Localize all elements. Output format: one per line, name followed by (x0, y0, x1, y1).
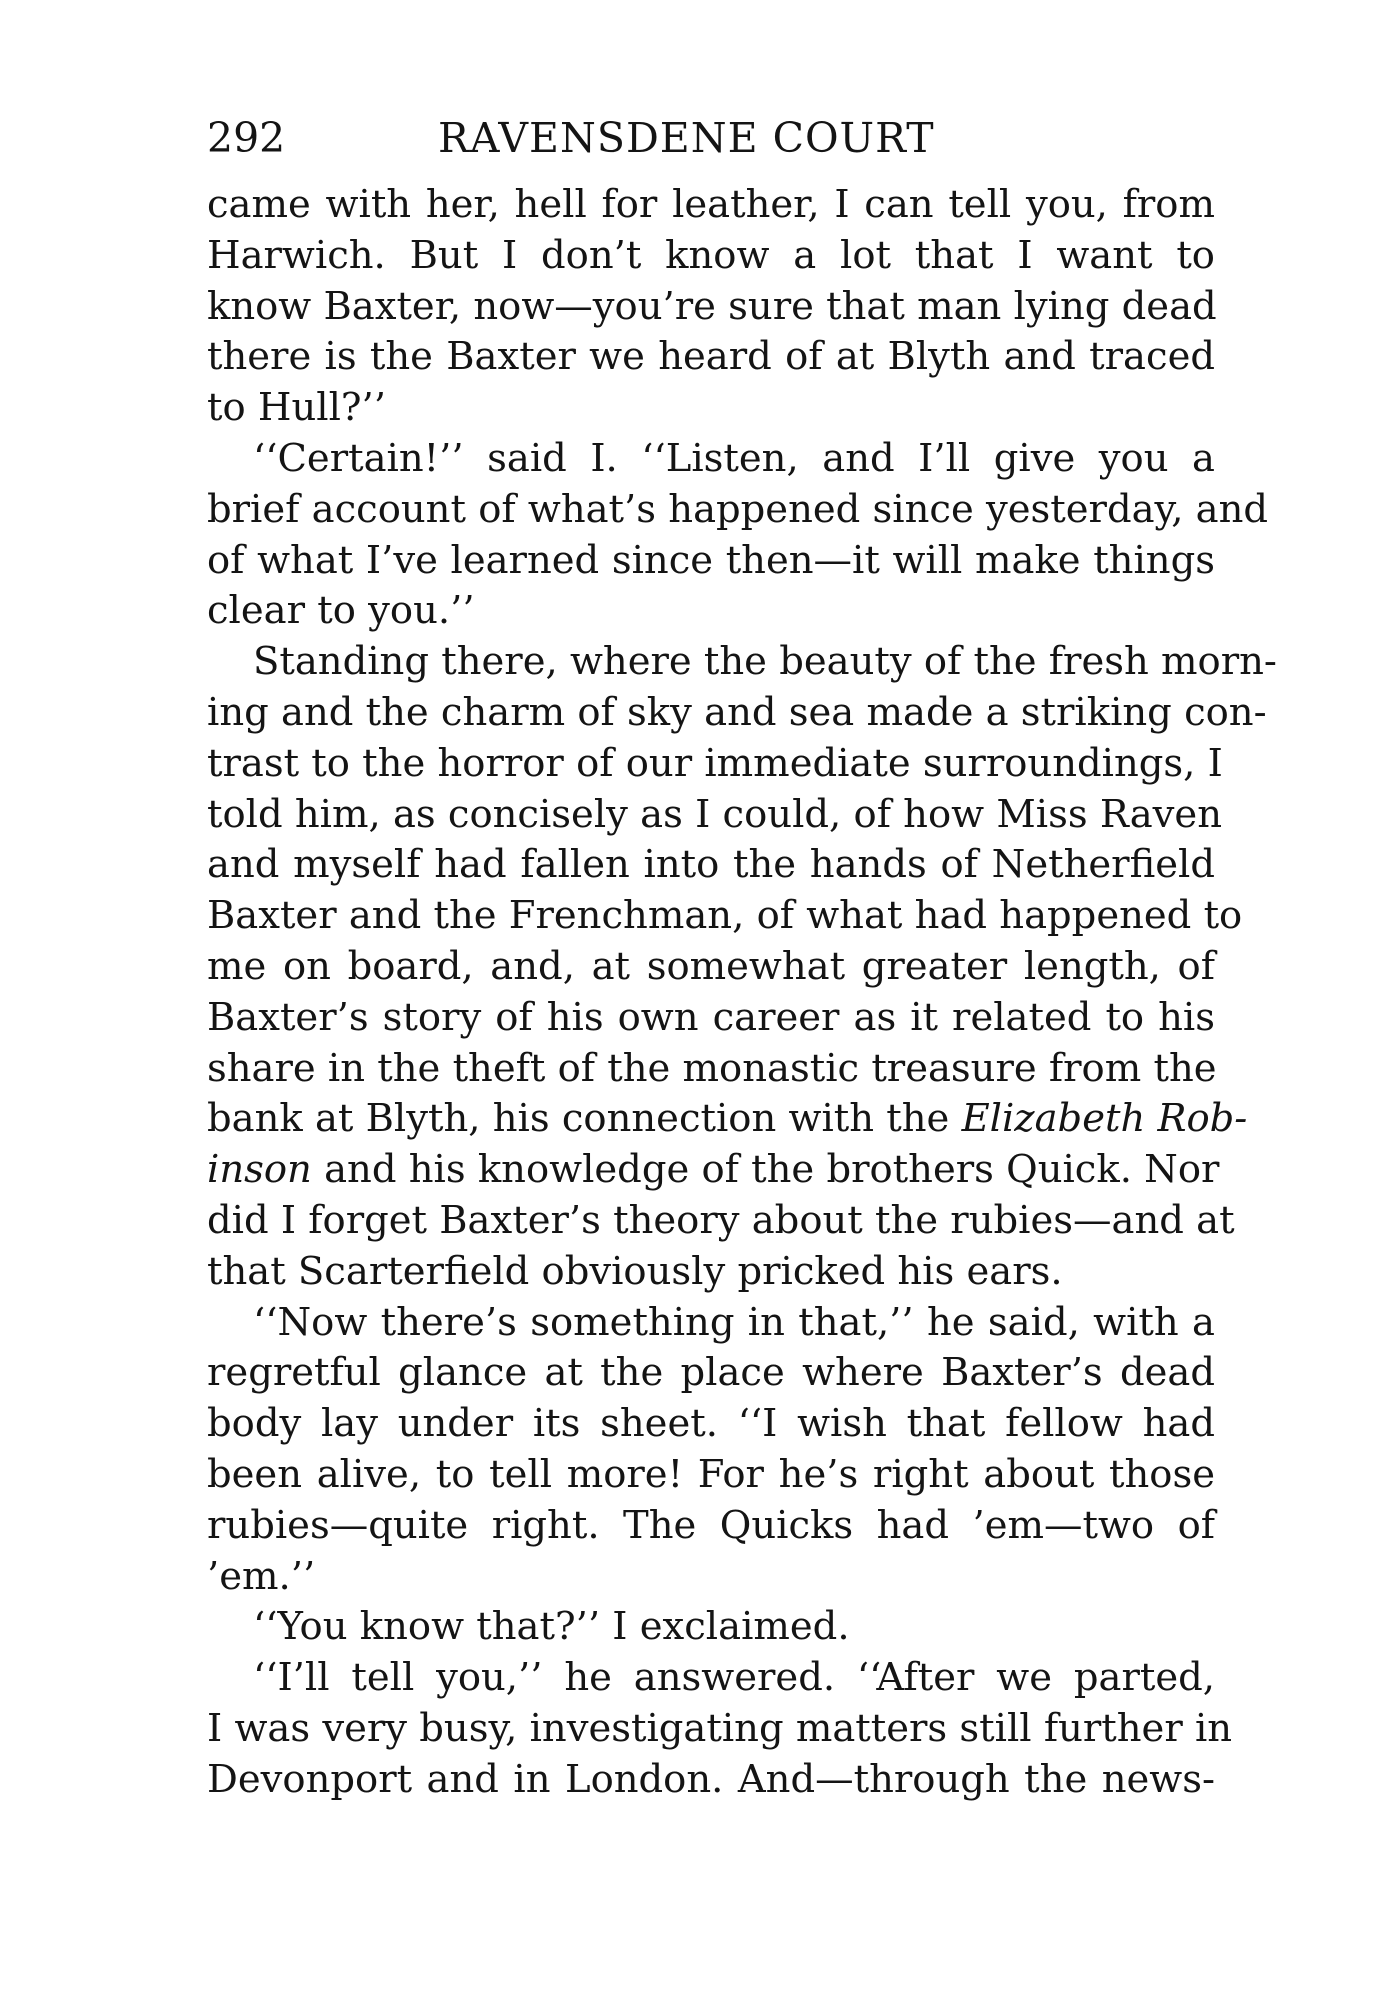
text-line: there is the Baxter we heard of at Blyth and traced (207, 334, 1215, 380)
text-segment: bank at Blyth, his connection with the (207, 1096, 950, 1142)
text-line: Baxter and the Frenchman, of what had happened to (207, 893, 1243, 939)
text-line: ing and the charm of sky and sea made a striking con- (207, 689, 1267, 735)
text-line: brief account of what’s happened since yesterday, and (207, 486, 1269, 532)
italic-ship-name: inson (207, 1147, 312, 1193)
text-line: did I forget Baxter’s theory about the rubies—and at (207, 1197, 1235, 1243)
text-line: told him, as concisely as I could, of how Miss Raven (207, 791, 1222, 837)
text-line: that Scarterfield obviously pricked his ears. (207, 1248, 1063, 1294)
text-line: regretful glance at the place where Baxter’s dead (207, 1350, 1215, 1396)
page-header (207, 112, 1215, 164)
text-line: Devonport and in London. And—through the news- (207, 1756, 1215, 1802)
italic-ship-name: Elizabeth Rob- (961, 1096, 1248, 1142)
text-line: ‘‘I’ll tell you,’’ he answered. ‘‘After we parted, (253, 1655, 1215, 1701)
text-line: body lay under its sheet. ‘‘I wish that fellow had (207, 1401, 1215, 1447)
text-line (207, 1094, 1248, 1145)
text-line: ’em.’’ (207, 1553, 316, 1599)
text-line: know Baxter, now—you’re sure that man lying dead (207, 283, 1217, 329)
text-line: clear to you.’’ (207, 588, 475, 634)
text-line: Harwich. But I don’t know a lot that I want to (207, 232, 1215, 278)
text-line: trast to the horror of our immediate surroundings, I (207, 740, 1223, 786)
text-line: Baxter’s story of his own career as it related to his (207, 994, 1215, 1040)
text-line (207, 1145, 1220, 1196)
text-line: rubies—quite right. The Quicks had ’em—two of (207, 1502, 1215, 1548)
text-segment: and his knowledge of the brothers Quick. Nor (324, 1147, 1220, 1193)
text-line: of what I’ve learned since then—it will make things (207, 537, 1215, 583)
text-line: share in the theft of the monastic treasure from the (207, 1045, 1217, 1091)
text-line: I was very busy, investigating matters still further in (207, 1705, 1233, 1751)
text-line: came with her, hell for leather, I can tell you, from (207, 182, 1215, 227)
text-line: to Hull?’’ (207, 385, 387, 431)
text-line: been alive, to tell more! For he’s right about those (207, 1451, 1215, 1497)
text-line: ‘‘You know that?’’ I exclaimed. (253, 1604, 850, 1650)
running-title: RAVENSDENE COURT (438, 114, 935, 162)
text-line: ‘‘Certain!’’ said I. ‘‘Listen, and I’ll give you a (253, 435, 1215, 481)
text-line: Standing there, where the beauty of the fresh morn- (253, 639, 1277, 685)
page-number: 292 (207, 114, 286, 162)
body-text (207, 180, 1277, 1806)
text-line: ‘‘Now there’s something in that,’’ he said, with a (253, 1299, 1215, 1345)
text-line: me on board, and, at somewhat greater length, of (207, 943, 1215, 989)
text-line: and myself had fallen into the hands of Netherfield (207, 842, 1215, 888)
